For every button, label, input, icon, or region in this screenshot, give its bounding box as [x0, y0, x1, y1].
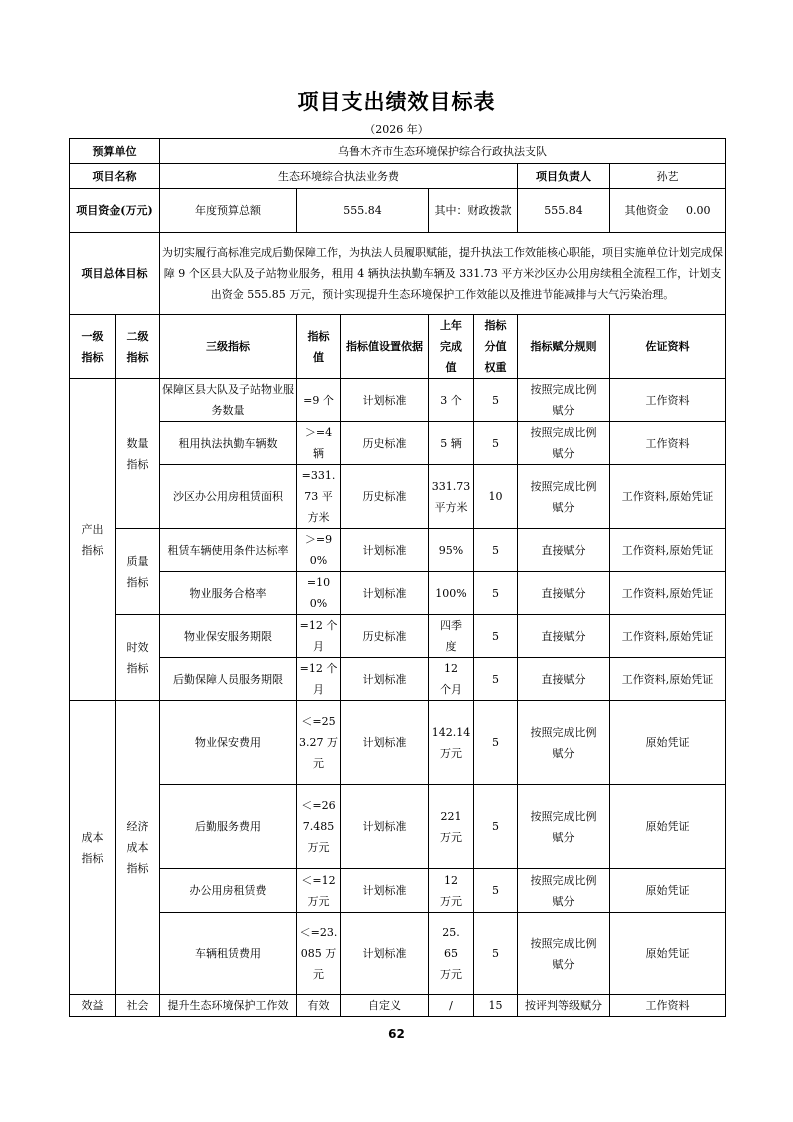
indicator-weight: 5 — [474, 869, 518, 913]
indicator-basis: 自定义 — [341, 995, 429, 1017]
indicator-evidence: 工作资料 — [610, 995, 726, 1017]
table-row — [70, 913, 726, 995]
indicator-value: =331.73 平方米 — [297, 465, 341, 529]
table-row — [70, 701, 726, 785]
project-leader-value: 孙艺 — [610, 164, 726, 189]
overall-goal-label: 项目总体目标 — [70, 233, 160, 315]
indicator-weight: 5 — [474, 379, 518, 422]
indicator-evidence: 工作资料,原始凭证 — [610, 465, 726, 529]
indicator-name: 办公用房租赁费 — [160, 869, 297, 913]
project-name-label: 项目名称 — [70, 164, 160, 189]
annual-budget-label: 年度预算总额 — [160, 189, 297, 233]
budget-unit-value: 乌鲁木齐市生态环境保护综合行政执法支队 — [160, 139, 726, 164]
indicator-basis: 计划标准 — [341, 869, 429, 913]
indicator-last: 5 辆 — [429, 422, 474, 465]
indicator-basis: 计划标准 — [341, 379, 429, 422]
indicator-evidence: 工作资料,原始凭证 — [610, 572, 726, 615]
indicator-name: 后勤服务费用 — [160, 785, 297, 869]
col-weight: 指标分值权重 — [474, 315, 518, 379]
indicator-evidence: 原始凭证 — [610, 785, 726, 869]
indicator-basis: 历史标准 — [341, 465, 429, 529]
indicator-weight: 10 — [474, 465, 518, 529]
indicator-weight: 5 — [474, 572, 518, 615]
indicator-evidence: 工作资料 — [610, 422, 726, 465]
col-level2: 二级指标 — [116, 315, 160, 379]
group-economic-cost: 经济成本指标 — [116, 701, 160, 995]
indicator-name: 沙区办公用房租赁面积 — [160, 465, 297, 529]
indicator-last: 142.14 万元 — [429, 701, 474, 785]
budget-unit-row — [70, 139, 726, 164]
indicator-name: 车辆租赁费用 — [160, 913, 297, 995]
indicator-value: =9 个 — [297, 379, 341, 422]
funds-label: 项目资金(万元) — [70, 189, 160, 233]
overall-goal-row — [70, 233, 726, 315]
col-level3: 三级指标 — [160, 315, 297, 379]
indicator-name: 提升生态环境保护工作效 — [160, 995, 297, 1017]
indicator-basis: 历史标准 — [341, 615, 429, 658]
group-quality: 质量指标 — [116, 529, 160, 615]
indicator-rule: 按照完成比例赋分 — [518, 701, 610, 785]
indicator-value: ＜=23.085 万元 — [297, 913, 341, 995]
indicator-value: ＜=12 万元 — [297, 869, 341, 913]
indicator-weight: 5 — [474, 422, 518, 465]
indicator-last: / — [429, 995, 474, 1017]
indicator-value: =100% — [297, 572, 341, 615]
indicator-last: 95% — [429, 529, 474, 572]
table-row — [70, 869, 726, 913]
indicator-basis: 历史标准 — [341, 422, 429, 465]
indicator-rule: 按照完成比例赋分 — [518, 422, 610, 465]
table-row — [70, 529, 726, 572]
group-output: 产出指标 — [70, 379, 116, 701]
group-timeliness: 时效指标 — [116, 615, 160, 701]
group-quantity: 数量指标 — [116, 379, 160, 529]
table-row — [70, 995, 726, 1017]
indicator-rule: 直接赋分 — [518, 529, 610, 572]
indicator-weight: 5 — [474, 701, 518, 785]
performance-table — [69, 138, 726, 1017]
indicator-name: 保障区县大队及子站物业服务数量 — [160, 379, 297, 422]
col-value: 指标值 — [297, 315, 341, 379]
indicator-rule: 直接赋分 — [518, 572, 610, 615]
indicator-rule: 按照完成比例赋分 — [518, 465, 610, 529]
funds-row — [70, 189, 726, 233]
indicator-rule: 按照完成比例赋分 — [518, 785, 610, 869]
indicator-name: 物业保安费用 — [160, 701, 297, 785]
page-number: 62 — [388, 1027, 405, 1041]
indicator-basis: 计划标准 — [341, 701, 429, 785]
indicator-weight: 15 — [474, 995, 518, 1017]
indicator-value: =12 个月 — [297, 658, 341, 701]
indicator-name: 租赁车辆使用条件达标率 — [160, 529, 297, 572]
table-row — [70, 465, 726, 529]
indicator-evidence: 原始凭证 — [610, 701, 726, 785]
budget-unit-label: 预算单位 — [70, 139, 160, 164]
other-funds-label: 其他资金 — [624, 204, 669, 217]
indicator-evidence: 工作资料,原始凭证 — [610, 615, 726, 658]
table-row — [70, 379, 726, 422]
indicator-rule: 按评判等级赋分 — [518, 995, 610, 1017]
indicator-rule: 直接赋分 — [518, 615, 610, 658]
indicator-value: 有效 — [297, 995, 341, 1017]
page-title: 项目支出绩效目标表 — [297, 90, 496, 114]
other-funds-value: 0.00 — [686, 204, 711, 217]
project-leader-label: 项目负责人 — [518, 164, 610, 189]
indicator-rule: 按照完成比例赋分 — [518, 869, 610, 913]
indicator-basis: 计划标准 — [341, 913, 429, 995]
indicator-last: 221 万元 — [429, 785, 474, 869]
table-row — [70, 422, 726, 465]
indicator-weight: 5 — [474, 913, 518, 995]
indicator-basis: 计划标准 — [341, 785, 429, 869]
indicator-basis: 计划标准 — [341, 572, 429, 615]
table-row — [70, 572, 726, 615]
table-row — [70, 785, 726, 869]
indicator-last: 12 万元 — [429, 869, 474, 913]
indicator-value: =12 个月 — [297, 615, 341, 658]
indicator-last: 12 个月 — [429, 658, 474, 701]
other-funds-value-cell — [610, 189, 726, 233]
indicator-name: 后勤保障人员服务期限 — [160, 658, 297, 701]
project-name-row — [70, 164, 726, 189]
indicator-rule: 按照完成比例赋分 — [518, 913, 610, 995]
indicator-last: 100% — [429, 572, 474, 615]
indicator-weight: 5 — [474, 658, 518, 701]
indicator-weight: 5 — [474, 615, 518, 658]
indicator-weight: 5 — [474, 785, 518, 869]
indicator-value: ＜=267.485 万元 — [297, 785, 341, 869]
indicator-basis: 计划标准 — [341, 658, 429, 701]
indicator-last: 25.65 万元 — [429, 913, 474, 995]
indicator-last: 3 个 — [429, 379, 474, 422]
col-level1: 一级指标 — [70, 315, 116, 379]
indicator-last: 331.73 平方米 — [429, 465, 474, 529]
indicator-last: 四季度 — [429, 615, 474, 658]
indicator-evidence: 工作资料,原始凭证 — [610, 658, 726, 701]
indicator-rule: 按照完成比例赋分 — [518, 379, 610, 422]
indicator-rule: 直接赋分 — [518, 658, 610, 701]
indicator-name: 物业保安服务期限 — [160, 615, 297, 658]
annual-budget-value: 555.84 — [297, 189, 429, 233]
indicator-value: ＞=4 辆 — [297, 422, 341, 465]
col-evidence: 佐证资料 — [610, 315, 726, 379]
column-header-row — [70, 315, 726, 379]
indicator-value: ＞=90% — [297, 529, 341, 572]
group-cost: 成本指标 — [70, 701, 116, 995]
indicator-evidence: 工作资料 — [610, 379, 726, 422]
group-social: 社会 — [116, 995, 160, 1017]
col-last-year: 上年完成值 — [429, 315, 474, 379]
indicator-name: 租用执法执勤车辆数 — [160, 422, 297, 465]
indicator-basis: 计划标准 — [341, 529, 429, 572]
year-label: （2026 年） — [364, 123, 429, 136]
table-row — [70, 658, 726, 701]
indicator-value: ＜=253.27 万元 — [297, 701, 341, 785]
col-basis: 指标值设置依据 — [341, 315, 429, 379]
fiscal-value: 555.84 — [518, 189, 610, 233]
indicator-evidence: 工作资料,原始凭证 — [610, 529, 726, 572]
indicator-evidence: 原始凭证 — [610, 913, 726, 995]
indicator-weight: 5 — [474, 529, 518, 572]
project-name-value: 生态环境综合执法业务费 — [160, 164, 518, 189]
table-row — [70, 615, 726, 658]
indicator-name: 物业服务合格率 — [160, 572, 297, 615]
col-rule: 指标赋分规则 — [518, 315, 610, 379]
group-benefit: 效益 — [70, 995, 116, 1017]
overall-goal-text: 为切实履行高标准完成后勤保障工作，为执法人员履职赋能，提升执法工作效能核心职能，项目实施单位计划完成保障 9 个区县大队及子站物业服务，租用 4 辆执法执勤车辆及 331.73 平方米沙区办公用房续租全流程工作，计划支出资金 555.85 万元，预计实现提升生态环境保护工作效能以及推进节能减排与大气污染治理。 — [160, 233, 726, 315]
indicator-evidence: 原始凭证 — [610, 869, 726, 913]
fiscal-label: 其中：财政拨款 — [429, 189, 518, 233]
